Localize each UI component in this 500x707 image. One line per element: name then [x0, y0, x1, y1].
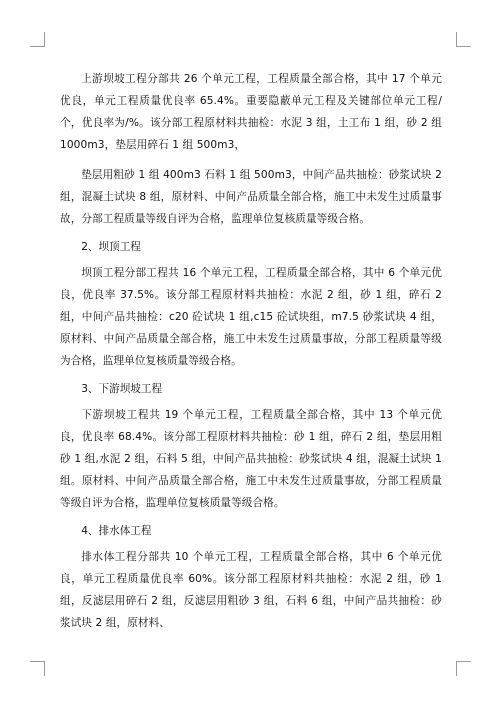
paragraph-upstream-slope-part1: 上游坝坡工程分部共 26 个单元工程，工程质量全部合格，其中 17 个单元优良，单元工程质量优良率 65.4%。重要隐蔽单元工程及关键部位单元工程/个，优良率为/%。该分部工程原材料共抽检：水泥 3 组，土工布 1 组，砂 2 组 1000m3，垫层用碎石 1 组 500m3， [60, 73, 442, 151]
crop-mark-top-right [456, 32, 471, 47]
paragraph-upstream-slope-part2: 垫层用粗砂 1 组 400m3 石料 1 组 500m3，中间产品共抽检：砂浆试块 2 组，混凝土试块 8 组，原材料、中间产品质量全部合格，施工中未发生过质量事故，分部工程质量等级自评为合格，监理单位复核质量等级合格。 [60, 169, 442, 225]
paragraph-dam-crest: 坝顶工程分部工程共 16 个单元工程，工程质量全部合格，其中 6 个单元优良，优良率 37.5%。该分部工程原材料共抽检：水泥 2 组，砂 1 组，碎石 2 组，中间产品共抽检：c20 砼试块 1 组,c15 砼试块组，m7.5 砂浆试块 4 组，原材料、中间产品质量全部合格，施工中未发生过质量事故，分部工程质量等级为合格，监理单位复核质量等级合格。 [60, 267, 442, 367]
paragraph-drainage-body: 排水体工程分部共 10 个单元工程，工程质量全部合格，其中 6 个单元优良，单元工程质量优良率 60%。该分部工程原材料共抽检：水泥 2 组，砂 1 组，反滤层用碎石 2 组，反滤层用粗砂 3 组，石料 6 组，中间产品共抽检：砂浆试块 2 组，原材料、 [60, 551, 442, 629]
crop-mark-top-left [30, 32, 45, 47]
crop-mark-bottom-left [30, 661, 45, 676]
paragraph-downstream-slope: 下游坝坡工程共 19 个单元工程，工程质量全部合格，其中 13 个单元优良，优良率 68.4%。该分部工程原材料共抽检：砂 1 组，碎石 2 组，垫层用粗砂 1 组,水泥 2 组，石料 5 组，中间产品共抽检：砂浆试块 4 组，混凝土试块 1 组。原材料、中间产品质量全部合格，施工中未发生过质量事故，分部工程质量等级自评为合格，监理单位复核质量等级合格。 [60, 409, 442, 509]
section-heading-downstream-slope: 3、下游坝坡工程 [81, 383, 163, 395]
crop-mark-bottom-right [456, 661, 471, 676]
document-body [60, 68, 442, 634]
section-heading-drainage-body: 4、排水体工程 [81, 525, 152, 537]
section-heading-dam-crest: 2、坝顶工程 [81, 241, 141, 253]
